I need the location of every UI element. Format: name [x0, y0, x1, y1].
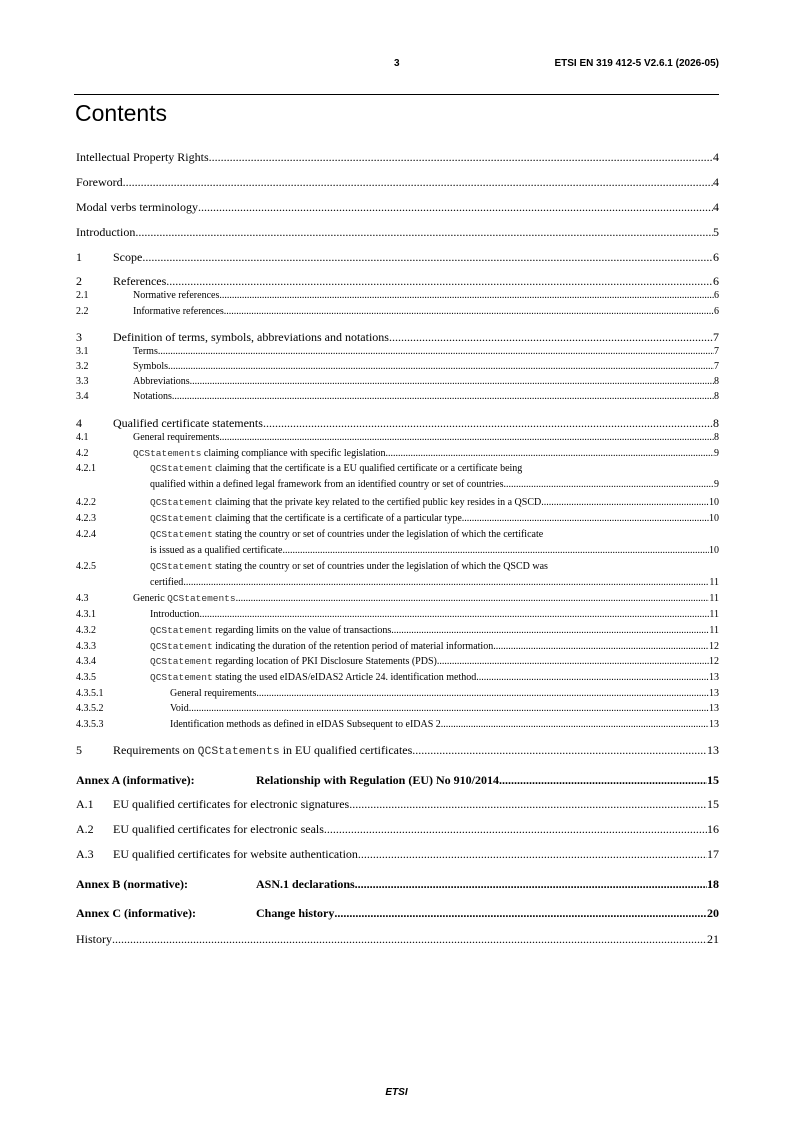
toc-entry-number: 3.4 [76, 391, 89, 402]
toc-entry-page: 6 [714, 306, 719, 317]
toc-entry-page: 13 [709, 672, 719, 683]
dot-leader [462, 513, 709, 524]
toc-entry-requirements-eu[interactable] [76, 743, 719, 758]
toc-entry-title: QCStatement stating the country or set of countries under the legislation of which the certificate [150, 529, 544, 540]
toc-entry-title: QCStatement claiming that the private key related to the certified public key resides in a QSCD [150, 497, 542, 508]
toc-entry-page: 11 [709, 625, 719, 636]
code-term: QCStatement [150, 641, 213, 652]
toc-entry-page: 8 [714, 432, 719, 443]
toc-entry-qcstatement-qscd[interactable] [76, 497, 719, 508]
toc-entry-void[interactable] [76, 703, 719, 714]
toc-entry-page: 11 [709, 609, 719, 620]
toc-entry-title: QCStatement regarding location of PKI Disclosure Statements (PDS) [150, 656, 437, 667]
toc-entry-qcstatements-legislation[interactable] [76, 448, 719, 459]
page-number: 3 [394, 58, 400, 69]
toc-entry-title: Scope [113, 250, 143, 264]
header-rule [74, 94, 719, 95]
toc-entry-page: 13 [709, 703, 719, 714]
toc-entry-introduction[interactable] [76, 225, 719, 240]
dot-leader [112, 932, 707, 947]
code-term: QCStatement [150, 497, 213, 508]
toc-entry-title: General requirements [133, 432, 220, 443]
toc-entry-page: 10 [709, 545, 719, 556]
toc-entry-page: 17 [707, 847, 719, 861]
toc-entry-page: 11 [709, 593, 719, 604]
dot-leader [358, 847, 707, 862]
code-term: QCStatement [150, 625, 213, 636]
toc-entry-terms[interactable] [76, 346, 719, 357]
code-term: QCStatement [150, 529, 213, 540]
dot-leader [199, 609, 709, 620]
toc-entry-page: 7 [713, 330, 719, 344]
toc-entry-page: 18 [707, 877, 719, 891]
toc-entry-page: 8 [713, 416, 719, 430]
toc-entry-page: 10 [709, 513, 719, 524]
toc-entry-title: EU qualified certificates for website authentication [113, 847, 358, 861]
toc-entry-title: References [113, 274, 167, 288]
dot-leader [183, 577, 709, 588]
dot-leader [123, 175, 713, 190]
toc-entry-number: 4.3.4 [76, 656, 96, 667]
toc-entry-number: 4.2.5 [76, 561, 96, 572]
toc-entry-number: 3.1 [76, 346, 89, 357]
toc-entry-page: 12 [709, 656, 719, 667]
toc-entry-number: 4.3.5.2 [76, 703, 104, 714]
toc-entry-qcstatement-limits[interactable] [76, 625, 719, 636]
code-term: QCStatement [150, 463, 213, 474]
document-id: ETSI EN 319 412-5 V2.6.1 (2026-05) [554, 58, 719, 69]
toc-entry-symbols[interactable] [76, 361, 719, 372]
toc-entry-number: A.1 [76, 797, 94, 811]
toc-entry-title: QCStatement stating the used eIDAS/eIDAS2 Article 24. identification method [150, 672, 477, 683]
toc-entry-number: 4.2.1 [76, 463, 96, 474]
dot-leader [441, 719, 709, 730]
toc-entry-title-continuation: certified [150, 577, 184, 588]
toc-entry-annex-c[interactable] [76, 906, 719, 921]
toc-entry-title: QCStatement stating the country or set of countries under the legislation of which the QSCD was [150, 561, 548, 572]
toc-entry-page: 6 [713, 250, 719, 264]
toc-entry-page: 7 [714, 361, 719, 372]
dot-leader [256, 688, 709, 699]
toc-entry-number: 4.3.5 [76, 672, 96, 683]
toc-entry-continuation[interactable] [150, 479, 719, 490]
toc-entry-number: 4.3 [76, 593, 89, 604]
toc-entry-number: 1 [76, 250, 82, 264]
toc-entry-number: 3.3 [76, 376, 89, 387]
dot-leader [219, 290, 714, 301]
toc-entry-number: 2 [76, 274, 82, 288]
toc-entry-page: 9 [714, 479, 719, 490]
toc-entry-page: 9 [714, 448, 719, 459]
toc-entry-title: Qualified certificate statements [113, 416, 263, 430]
toc-entry-title: Foreword [76, 175, 123, 189]
toc-entry-page: 15 [707, 773, 719, 787]
dot-leader [334, 906, 707, 921]
code-term: QCStatements [133, 448, 202, 459]
toc-entry-foreword[interactable] [76, 175, 719, 190]
toc-entry-qcstatement-type[interactable] [76, 513, 719, 524]
dot-leader [166, 274, 713, 289]
toc-entry-number: 4.2.2 [76, 497, 96, 508]
toc-entry-page: 8 [714, 376, 719, 387]
toc-entry-title: Relationship with Regulation (EU) No 910/2014 [256, 773, 500, 787]
toc-entry-page: 13 [709, 719, 719, 730]
toc-entry-introduction-4-3-1[interactable] [76, 609, 719, 620]
toc-entry-title: ASN.1 declarations [256, 877, 355, 891]
toc-entry-title: History [76, 932, 112, 946]
toc-entry-number: 4.2 [76, 448, 89, 459]
toc-entry-title: QCStatement indicating the duration of the retention period of material information [150, 641, 494, 652]
dot-leader [142, 250, 713, 265]
dot-leader [236, 593, 710, 604]
toc-entry-page: 5 [713, 225, 719, 239]
dot-leader [282, 545, 709, 556]
toc-entry-number: A.3 [76, 847, 94, 861]
dot-leader [209, 150, 713, 165]
toc-entry-annex-a-3[interactable] [76, 847, 719, 862]
toc-entry-qcstatement-pds[interactable] [76, 656, 719, 667]
toc-entry-number: A.2 [76, 822, 94, 836]
toc-entry-annex-b[interactable] [76, 877, 719, 892]
dot-leader [189, 703, 709, 714]
toc-entry-continuation[interactable] [150, 545, 719, 556]
toc-entry-page: 13 [707, 743, 719, 757]
code-term: QCStatement [150, 672, 213, 683]
toc-entry-qcstatement-identification[interactable] [76, 672, 719, 683]
toc-entry-title: Normative references [133, 290, 220, 301]
toc-entry-title: Introduction [76, 225, 136, 239]
toc-entry-annex-a-1[interactable] [76, 797, 719, 812]
toc-entry-title-continuation: qualified within a defined legal framework from an identified country or set of countries [150, 479, 504, 490]
toc-entry-abbreviations[interactable] [76, 376, 719, 387]
toc-entry-identification-methods[interactable] [76, 719, 719, 730]
dot-leader [504, 479, 715, 490]
toc-entry-general-requirements-4-3-5-1[interactable] [76, 688, 719, 699]
toc-entry-notations[interactable] [76, 391, 719, 402]
toc-entry-title: Definition of terms, symbols, abbreviations and notations [113, 330, 389, 344]
dot-leader [190, 376, 714, 387]
toc-entry-title: Modal verbs terminology [76, 200, 198, 214]
code-term: QCStatement [150, 561, 213, 572]
toc-entry-title: Abbreviations [133, 376, 190, 387]
toc-entry-number: Annex C (informative): [76, 906, 196, 920]
toc-entry-definitions[interactable] [76, 330, 719, 345]
toc-entry-page: 13 [709, 688, 719, 699]
dot-leader [172, 391, 714, 402]
toc-entry-annex-a-2[interactable] [76, 822, 719, 837]
toc-entry-page: 15 [707, 797, 719, 811]
dot-leader [499, 773, 707, 788]
toc-entry-page: 10 [709, 497, 719, 508]
toc-entry-title: Terms [133, 346, 158, 357]
toc-entry-title: QCStatement regarding limits on the value of transactions [150, 625, 392, 636]
dot-leader [324, 822, 707, 837]
toc-entry-page: 6 [714, 290, 719, 301]
toc-entry-number: 4.3.5.1 [76, 688, 104, 699]
dot-leader [389, 330, 713, 345]
toc-entry-general-requirements[interactable] [76, 432, 719, 443]
toc-entry-number: 3 [76, 330, 82, 344]
toc-entry-modal-verbs[interactable] [76, 200, 719, 215]
toc-entry-title: Informative references [133, 306, 224, 317]
toc-entry-annex-a[interactable] [76, 773, 719, 788]
toc-entry-number: 4.2.4 [76, 529, 96, 540]
dot-leader [219, 432, 714, 443]
dot-leader [476, 672, 709, 683]
toc-entry-continuation[interactable] [150, 577, 719, 588]
toc-entry-title: Change history [256, 906, 335, 920]
code-term: QCStatement [150, 656, 213, 667]
toc-entry-qcstatement-country-qscd[interactable] [76, 561, 548, 572]
dot-leader [541, 497, 709, 508]
dot-leader [135, 225, 713, 240]
page-title: Contents [75, 100, 168, 126]
dot-leader [158, 346, 714, 357]
code-term: QCStatements [197, 746, 280, 758]
toc-entry-page: 20 [707, 906, 719, 920]
toc-entry-title: Requirements on QCStatements in EU qualified certificates [113, 743, 413, 758]
toc-entry-number: 4.1 [76, 432, 89, 443]
toc-entry-title: QCStatement claiming that the certificate is a certificate of a particular type [150, 513, 462, 524]
toc-entry-page: 8 [714, 391, 719, 402]
toc-entry-title: Identification methods as defined in eIDAS Subsequent to eIDAS 2 [170, 719, 441, 730]
dot-leader [263, 416, 713, 431]
code-term: QCStatement [150, 513, 213, 524]
toc-entry-title: Void [170, 703, 189, 714]
dot-leader [391, 625, 709, 636]
dot-leader [493, 641, 709, 652]
toc-entry-title: QCStatement claiming that the certificate is a EU qualified certificate or a certificate being [150, 463, 523, 474]
toc-entry-number: 5 [76, 743, 82, 757]
toc-entry-number: 2.2 [76, 306, 89, 317]
dot-leader [349, 797, 707, 812]
toc-entry-normative-references[interactable] [76, 290, 719, 301]
toc-entry-title: Introduction [150, 609, 200, 620]
toc-entry-page: 11 [709, 577, 719, 588]
toc-entry-number: 4 [76, 416, 82, 430]
toc-entry-informative-references[interactable] [76, 306, 719, 317]
toc-entry-ipr[interactable] [76, 150, 719, 165]
toc-entry-history[interactable] [76, 932, 719, 947]
toc-entry-page: 16 [707, 822, 719, 836]
dot-leader [355, 877, 707, 892]
dot-leader [437, 656, 709, 667]
toc-entry-number: 2.1 [76, 290, 89, 301]
toc-entry-references[interactable] [76, 274, 719, 289]
dot-leader [168, 361, 714, 372]
toc-entry-qcstatement-country-issued[interactable] [76, 529, 543, 540]
toc-entry-number: 4.2.3 [76, 513, 96, 524]
toc-entry-number: Annex A (informative): [76, 773, 195, 787]
toc-entry-title: EU qualified certificates for electronic seals [113, 822, 324, 836]
dot-leader [386, 448, 714, 459]
footer-publisher: ETSI [385, 1087, 408, 1098]
toc-entry-page: 6 [713, 274, 719, 288]
toc-entry-title: Intellectual Property Rights [76, 150, 209, 164]
toc-entry-number: 4.3.5.3 [76, 719, 104, 730]
toc-entry-qcstatement-eu-qualified[interactable] [76, 463, 522, 474]
dot-leader [412, 743, 707, 758]
toc-entry-title: Symbols [133, 361, 169, 372]
toc-entry-number: Annex B (normative): [76, 877, 188, 891]
dot-leader [198, 200, 713, 215]
toc-entry-number: 3.2 [76, 361, 89, 372]
dot-leader [224, 306, 714, 317]
toc-entry-title: Notations [133, 391, 172, 402]
toc-entry-page: 4 [713, 150, 719, 164]
toc-entry-page: 4 [713, 200, 719, 214]
toc-entry-qcstatement-retention[interactable] [76, 641, 719, 652]
toc-entry-number: 4.3.1 [76, 609, 96, 620]
toc-entry-page: 4 [713, 175, 719, 189]
toc-entry-scope[interactable] [76, 250, 719, 265]
toc-entry-generic-qcstatements[interactable] [76, 593, 719, 604]
code-term: QCStatements [167, 593, 236, 604]
toc-entry-page: 21 [707, 932, 719, 946]
toc-entry-title: General requirements [170, 688, 257, 699]
toc-entry-number: 4.3.2 [76, 625, 96, 636]
toc-entry-qualified-certificate-statements[interactable] [76, 416, 719, 431]
toc-entry-title: Generic QCStatements [133, 593, 236, 604]
toc-entry-number: 4.3.3 [76, 641, 96, 652]
toc-entry-title: QCStatements claiming compliance with specific legislation [133, 448, 386, 459]
toc-entry-page: 7 [714, 346, 719, 357]
toc-entry-page: 12 [709, 641, 719, 652]
toc-entry-title-continuation: is issued as a qualified certificate [150, 545, 283, 556]
toc-entry-title: EU qualified certificates for electronic signatures [113, 797, 350, 811]
